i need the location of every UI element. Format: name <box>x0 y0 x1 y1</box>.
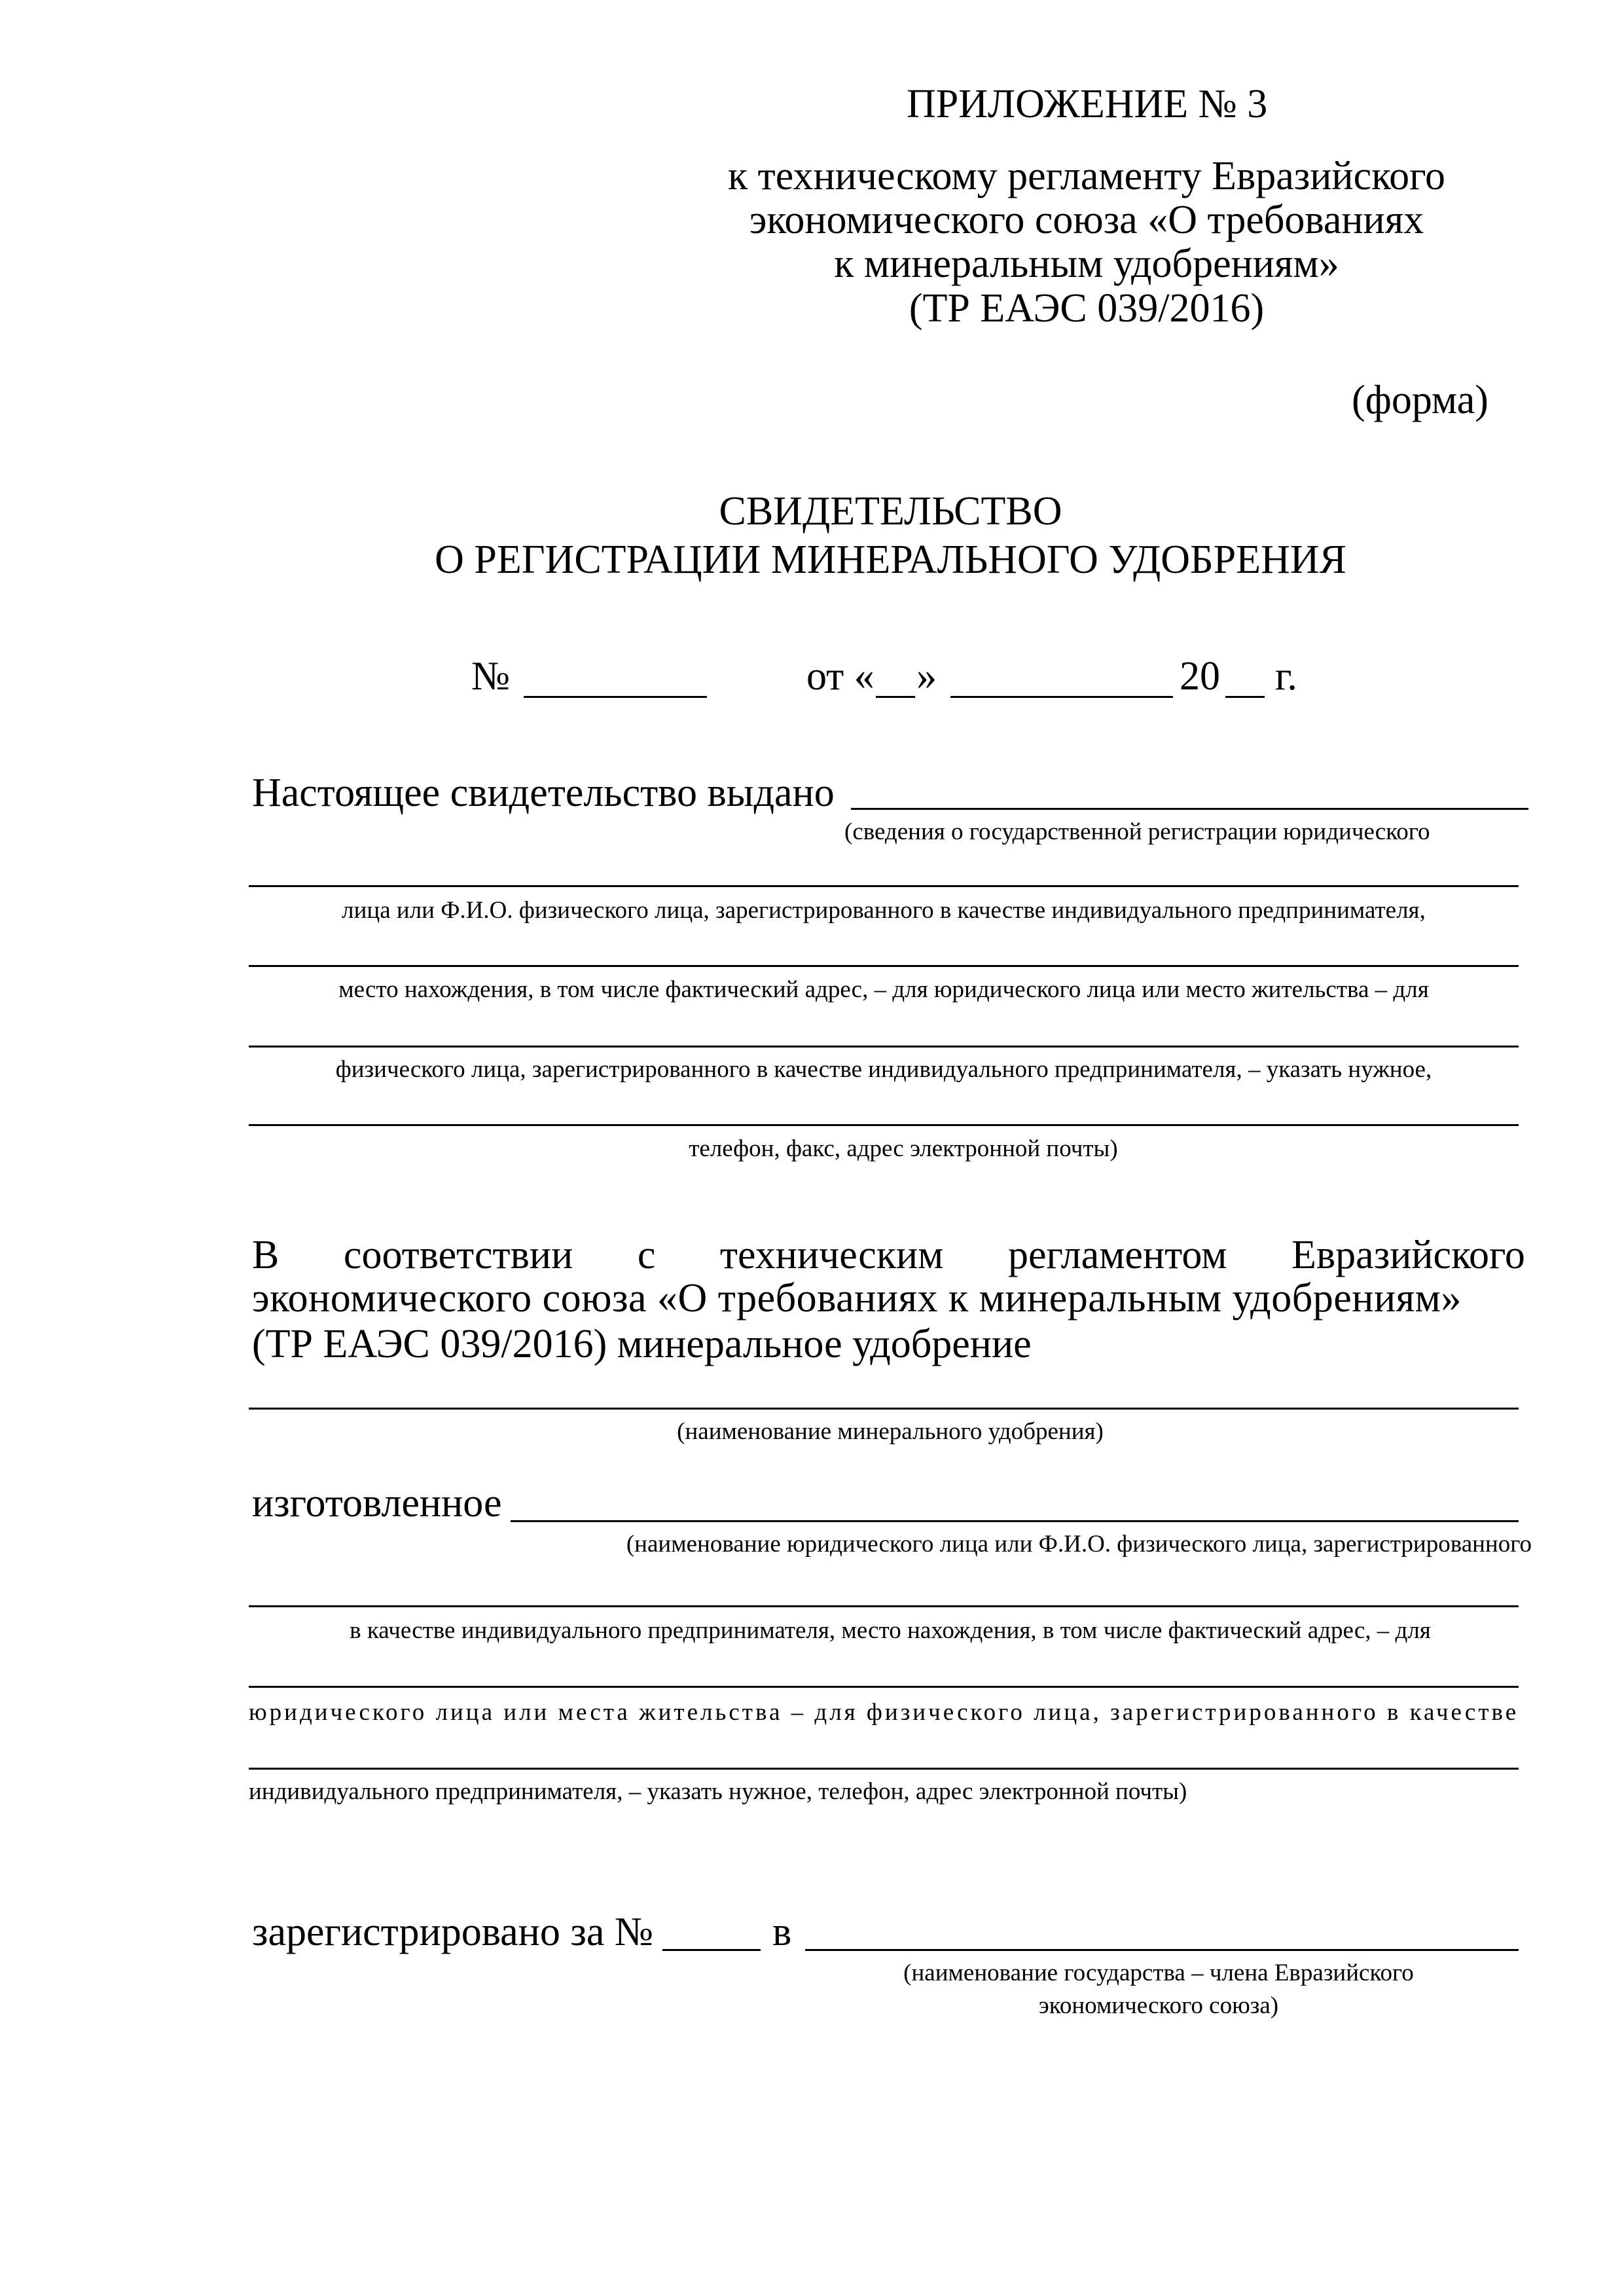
manufacturer-blank-2[interactable] <box>249 1605 1519 1607</box>
appendix-title: ПРИЛОЖЕНИЕ № 3 <box>907 82 1268 126</box>
issued-hint-2: лица или Ф.И.О. физического лица, зарегистрированного в качестве индивидуального предпринимателя, <box>342 897 1426 924</box>
year-suffix: г. <box>1275 654 1297 699</box>
issued-to-label: Настоящее свидетельство выдано <box>252 771 835 815</box>
accordance-line-2: экономического союза «О требованиях к минеральным удобрениям» <box>252 1276 1462 1321</box>
manufacturer-hint-3-text: юридического лица или места жительства – для физического лица, зарегистрированного в качестве <box>249 1699 1519 1726</box>
issued-blank-4[interactable] <box>249 1046 1519 1048</box>
regulation-ref-line-3: к минеральным удобрениям» <box>834 242 1339 286</box>
registered-label: зарегистрировано за № <box>252 1910 654 1954</box>
manufacturer-hint-1: (наименование юридического лица или Ф.И.О. физического лица, зарегистрированного <box>626 1531 1532 1558</box>
member-state-blank[interactable] <box>805 1949 1519 1951</box>
accordance-word: техническим <box>719 1233 944 1277</box>
regulation-ref-line-4: (ТР ЕАЭС 039/2016) <box>909 286 1265 331</box>
regulation-ref-line-2: экономического союза «О требованиях <box>749 198 1424 242</box>
issued-to-blank[interactable] <box>851 808 1528 810</box>
manufactured-label: изготовленное <box>252 1481 502 1525</box>
accordance-word: регламентом <box>1007 1233 1227 1277</box>
certificate-subtitle: О РЕГИСТРАЦИИ МИНЕРАЛЬНОГО УДОБРЕНИЯ <box>435 538 1346 582</box>
accordance-line-3: (ТР ЕАЭС 039/2016) минеральное удобрение <box>252 1322 1032 1366</box>
accordance-word: соответствии <box>343 1233 573 1277</box>
issued-blank-3[interactable] <box>249 965 1519 967</box>
accordance-word: Евразийского <box>1291 1233 1525 1277</box>
manufacturer-hint-3 <box>249 1698 1528 1726</box>
issued-hint-4: физического лица, зарегистрированного в качестве индивидуального предпринимателя, – указать нужное, <box>335 1056 1432 1083</box>
number-blank[interactable] <box>524 696 707 698</box>
certificate-title: СВИДЕТЕЛЬСТВО <box>719 489 1062 534</box>
fertilizer-name-blank[interactable] <box>249 1408 1519 1410</box>
manufacturer-blank-4[interactable] <box>249 1768 1519 1770</box>
accordance-word: с <box>637 1233 656 1277</box>
member-state-hint-1: (наименование государства – члена Евразийского <box>903 1959 1414 1986</box>
year-blank[interactable] <box>1225 696 1265 698</box>
year-prefix: 20 <box>1180 654 1220 699</box>
accordance-word: В <box>252 1233 280 1277</box>
number-sign: № <box>471 654 511 699</box>
accordance-line-1 <box>252 1232 1525 1279</box>
issued-hint-3: место нахождения, в том числе фактический адрес, – для юридического лица или место жительства – для <box>338 976 1429 1003</box>
form-note: (форма) <box>1352 378 1489 422</box>
manufacturer-blank[interactable] <box>511 1520 1519 1522</box>
registered-in-label: в <box>772 1910 792 1954</box>
regulation-ref-line-1: к техническому регламенту Евразийского <box>728 154 1445 198</box>
issued-hint-1: (сведения о государственной регистрации юридического <box>844 818 1430 845</box>
fertilizer-name-hint: (наименование минерального удобрения) <box>677 1418 1104 1445</box>
member-state-hint-2: экономического союза) <box>1038 1992 1279 2019</box>
registration-number-blank[interactable] <box>662 1949 761 1951</box>
day-blank[interactable] <box>876 696 915 698</box>
issued-blank-5[interactable] <box>249 1124 1519 1126</box>
date-from-label: от « <box>806 654 875 699</box>
manufacturer-hint-4: индивидуального предпринимателя, – указать нужное, телефон, адрес электронной почты) <box>249 1778 1187 1805</box>
manufacturer-blank-3[interactable] <box>249 1686 1519 1688</box>
date-quote-close: » <box>916 654 937 699</box>
issued-blank-2[interactable] <box>249 885 1519 887</box>
issued-hint-5: телефон, факс, адрес электронной почты) <box>689 1135 1118 1162</box>
manufacturer-hint-2: в качестве индивидуального предпринимателя, место нахождения, в том числе фактический адрес, – для <box>350 1617 1431 1644</box>
month-blank[interactable] <box>950 696 1173 698</box>
